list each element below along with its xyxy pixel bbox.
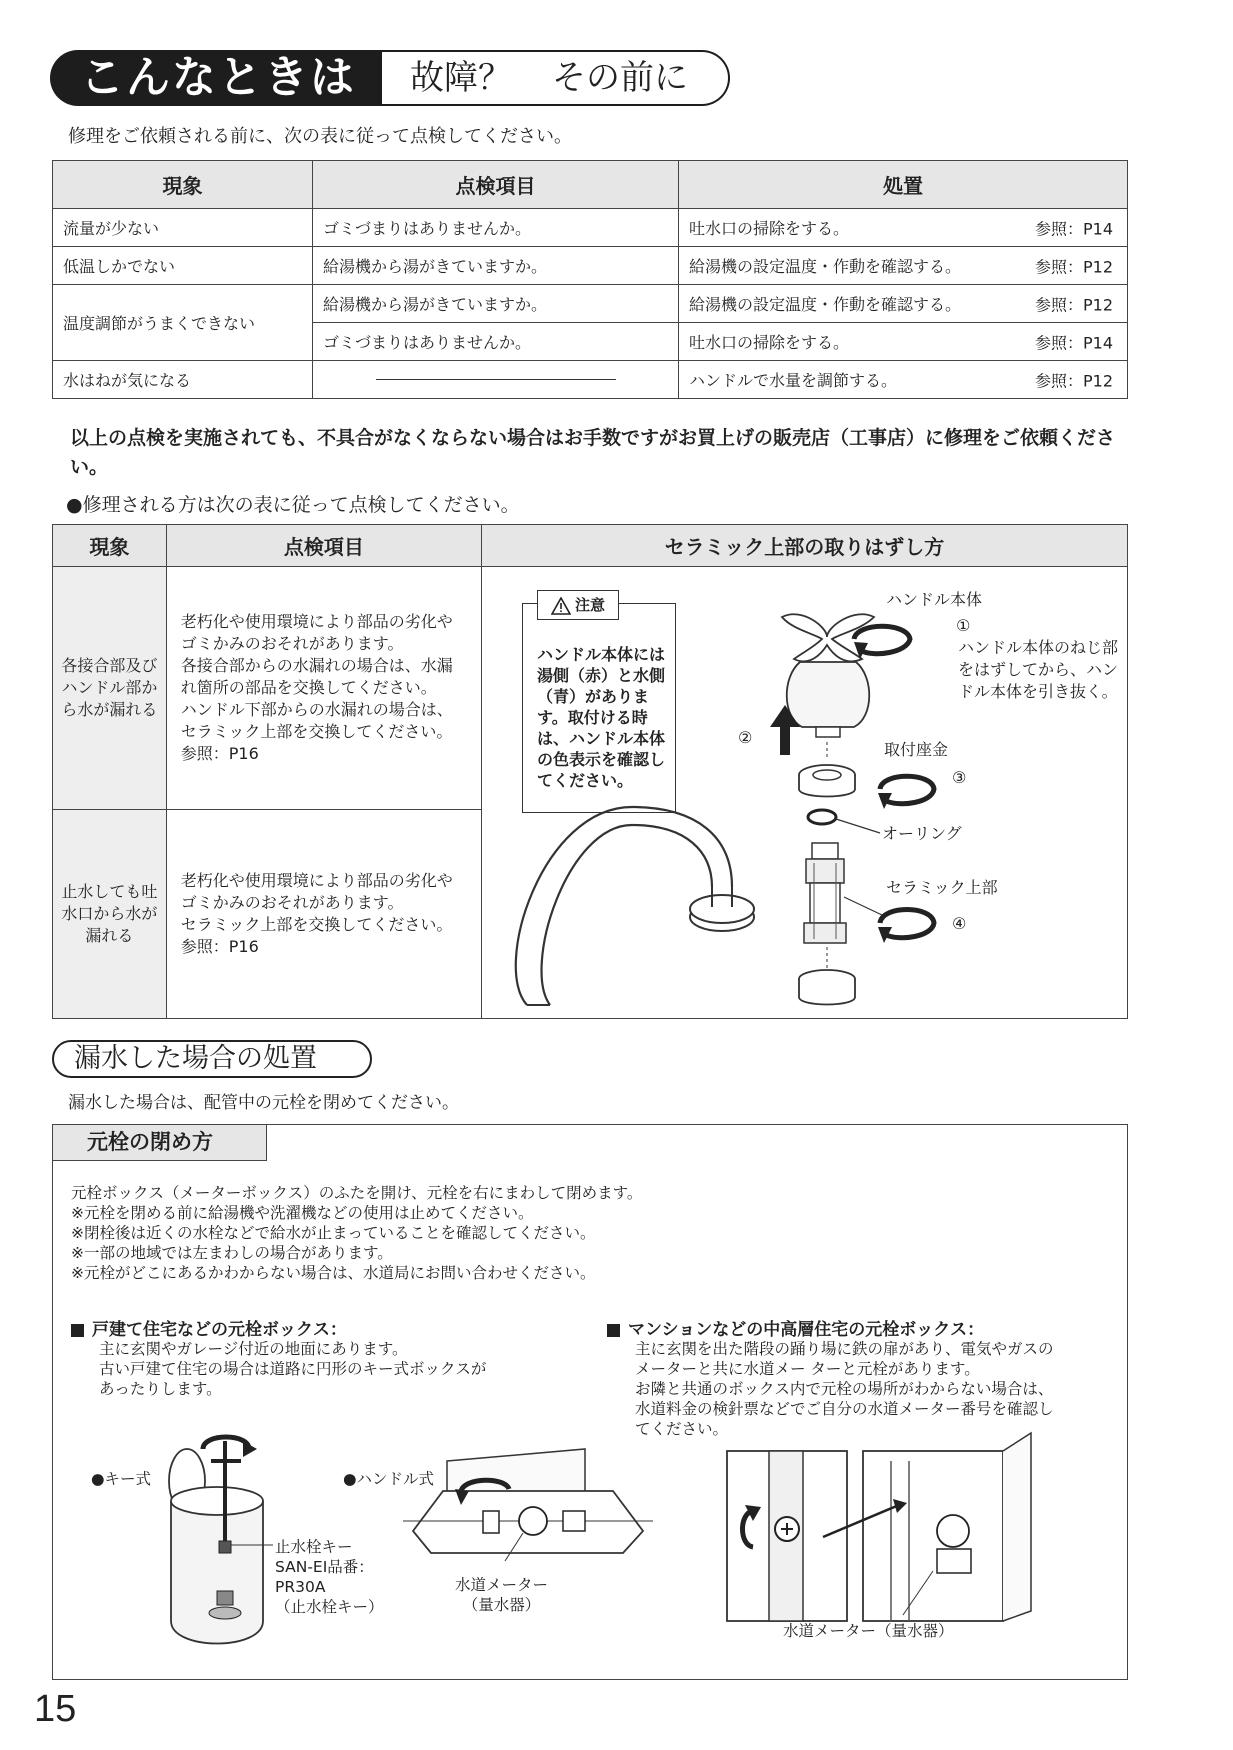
stopcock-key-line: PR30A: [275, 1578, 326, 1596]
table-header-row: [53, 161, 1128, 209]
dash-line: [376, 379, 616, 380]
check-line: 各接合部からの水漏れの場合は、水漏れ箇所の部品を交換してください。: [180, 656, 453, 698]
step-4-number: ④: [952, 914, 967, 933]
check-cell: 給湯機から湯がきていますか。: [313, 247, 679, 285]
mansion-body-line: メーターと共に水道メー ターと元栓があります。: [635, 1360, 980, 1378]
o-ring-label: オーリング: [882, 824, 962, 843]
action-cell: [679, 323, 1128, 361]
section-title: 漏水した場合の処置: [52, 1040, 372, 1078]
column-header: 点検項目: [166, 525, 481, 567]
square-bullet-icon: [607, 1324, 620, 1337]
symptom-cell: 温度調節がうまくできない: [53, 285, 313, 361]
rotate-arrow-3: [878, 776, 934, 809]
ceramic-cartridge-drawing: [804, 843, 846, 943]
table-row: [53, 247, 1128, 285]
mounting-seat-drawing: [799, 765, 855, 797]
check-cell: ゴミづまりはありませんか。: [313, 209, 679, 247]
mansion-box-drawing: [727, 1433, 1031, 1621]
house-meter-label: [455, 1575, 548, 1615]
instruction-line: 元栓ボックス（メーターボックス）のふたを開け、元栓を右にまわして閉めます。: [71, 1184, 643, 1202]
action-text: ハンドルで水量を調節する。: [689, 371, 898, 390]
reference-text: 参照：P14: [1034, 333, 1113, 352]
action-cell: [679, 247, 1128, 285]
rotate-arrow-4: [878, 910, 934, 944]
header-title: こんなときは: [50, 50, 382, 106]
step-1-number: ①: [956, 616, 971, 635]
box-title: 元栓の閉め方: [53, 1125, 267, 1161]
handle-body-label: ハンドル本体: [886, 590, 983, 609]
disassembly-figure: [482, 567, 1128, 1019]
instruction-line: ※元栓がどこにあるかわからない場合は、水道局にお問い合わせください。: [71, 1264, 596, 1282]
house-meter-line: （量水器）: [462, 1596, 541, 1614]
column-header: 点検項目: [313, 161, 679, 209]
mansion-body-line: お隣と共通のボックス内で元栓の場所がわからない場合は、: [635, 1380, 1054, 1398]
o-ring-drawing: [808, 810, 836, 824]
intro-text: 修理をご依頼される前に、次の表に従って点検してください。: [68, 126, 572, 147]
column-header: 現象: [53, 161, 313, 209]
step-1-text: ハンドル本体のねじ部をはずしてから、ハンドル本体を引き抜く。: [958, 638, 1119, 701]
action-text: 吐水口の掃除をする。: [689, 333, 850, 352]
table-row: [53, 361, 1128, 399]
table-row: [53, 285, 1128, 323]
square-bullet-icon: [71, 1324, 84, 1337]
mansion-heading: [607, 1315, 984, 1340]
stopcock-key-label: [275, 1537, 384, 1617]
caution-text: ハンドル本体には湯側（赤）と水側（青）があります。取付ける時は、ハンドル本体の色表示を確認してください。: [537, 645, 666, 790]
reference-text: 参照：P16: [180, 937, 259, 957]
faucet-spout-drawing: [516, 807, 754, 1005]
reference-text: 参照：P12: [1034, 257, 1113, 276]
check-cell-empty: [313, 361, 679, 399]
check-cell: [166, 810, 481, 1019]
action-cell: [679, 285, 1128, 323]
instruction-line: ※一部の地域では左まわしの場合があります。: [71, 1244, 393, 1262]
caution-label: 注意: [574, 596, 605, 614]
base-fitting-drawing: [799, 947, 855, 1005]
action-cell: [679, 209, 1128, 247]
instruction-line: ※閉栓後は近くの水栓などで給水が止まっていることを確認してください。: [71, 1224, 596, 1242]
house-body-line: あったりします。: [99, 1380, 222, 1398]
instruction-line: ※元栓を閉める前に給湯機や洗濯機などの使用は止めてください。: [71, 1204, 534, 1222]
action-text: 吐水口の掃除をする。: [689, 219, 850, 238]
handle-type-label: ●ハンドル式: [343, 1470, 435, 1488]
header-subtitle: [382, 50, 730, 106]
table-row: [53, 567, 1128, 810]
mansion-body-line: 水道料金の検針票などでご自分の水道メーター番号を確認し: [635, 1400, 1054, 1418]
handle-type-box-drawing: [403, 1449, 653, 1561]
column-header: セラミック上部の取りはずし方: [482, 525, 1128, 567]
repair-table: [52, 524, 1128, 1019]
check-line: ハンドル下部からの水漏れの場合は、セラミック上部を交換してください。: [180, 700, 453, 742]
house-body-line: 主に玄関やガレージ付近の地面にあります。: [99, 1340, 408, 1358]
reference-text: 参照：P12: [1034, 295, 1113, 314]
header-subtitle-2: その前に: [552, 58, 688, 98]
step-3-number: ③: [952, 768, 967, 787]
action-text: 給湯機の設定温度・作動を確認する。: [689, 295, 962, 314]
table-header-row: [53, 525, 1128, 567]
check-line: 老朽化や使用環境により部品の劣化やゴミかみのおそれがあります。: [180, 612, 453, 654]
troubleshooting-table: [52, 160, 1128, 399]
symptom-cell: 各接合部及びハンドル部から水が漏れる: [53, 567, 167, 810]
check-line: 老朽化や使用環境により部品の劣化やゴミかみのおそれがあります。: [180, 871, 453, 913]
header-subtitle-1: 故障？: [410, 58, 512, 98]
column-header: 現象: [53, 525, 167, 567]
dealer-note: 以上の点検を実施されても、不具合がなくならない場合はお手数ですがお買上げの販売店（工事店）に修理をご依頼ください。: [70, 427, 1116, 478]
step-2-number: ②: [738, 728, 753, 747]
mansion-heading-text: マンションなどの中高層住宅の元栓ボックス：: [628, 1320, 985, 1340]
ceramic-top-label: セラミック上部: [886, 878, 998, 897]
stopcock-key-line: （止水栓キー）: [275, 1598, 384, 1616]
check-line: セラミック上部を交換してください。: [180, 915, 453, 935]
instruction-lines: [71, 1183, 642, 1283]
section-lead: 漏水した場合は、配管中の元栓を閉めてください。: [68, 1093, 459, 1113]
symptom-cell: 水はねが気になる: [53, 361, 313, 399]
column-header: 処置: [679, 161, 1128, 209]
house-heading: [71, 1315, 347, 1340]
check-cell: ゴミづまりはありませんか。: [313, 323, 679, 361]
reference-text: 参照：P12: [1034, 371, 1113, 390]
house-heading-text: 戸建て住宅などの元栓ボックス：: [92, 1320, 347, 1340]
page-header: [50, 50, 730, 106]
mansion-body-line: 主に玄関を出た階段の踊り場に鉄の扉があり、電気やガスの: [635, 1340, 1054, 1358]
check-cell: 給湯機から湯がきていますか。: [313, 285, 679, 323]
action-text: 給湯機の設定温度・作動を確認する。: [689, 257, 962, 276]
shutoff-valve-box: [52, 1124, 1128, 1680]
page-number: 15: [34, 1688, 77, 1730]
faucet-exploded-view: [482, 567, 1127, 1018]
action-cell: [679, 361, 1128, 399]
repair-note: ●修理される方は次の表に従って点検してください。: [66, 494, 520, 516]
reference-text: 参照：P14: [1034, 219, 1113, 238]
mounting-seat-label: 取付座金: [884, 740, 949, 759]
symptom-cell: 低温しかでない: [53, 247, 313, 285]
house-meter-line: 水道メーター: [455, 1576, 549, 1594]
mansion-body-line: てください。: [635, 1420, 729, 1438]
rotate-arrow-1: [854, 626, 910, 659]
reference-text: 参照：P16: [180, 744, 259, 764]
mansion-meter-label: 水道メーター（量水器）: [783, 1622, 954, 1640]
table-row: [53, 209, 1128, 247]
symptom-cell: 止水しても吐水口から水が漏れる: [53, 810, 167, 1019]
house-body-line: 古い戸建て住宅の場合は道路に円形のキー式ボックスが: [99, 1360, 487, 1378]
house-body: [99, 1339, 486, 1399]
key-type-label: ●キー式: [91, 1470, 152, 1488]
key-type-box-drawing: [169, 1437, 273, 1644]
shutoff-illustrations: [53, 1421, 1123, 1671]
stopcock-key-line: 止水栓キー: [275, 1538, 353, 1556]
check-cell: [166, 567, 481, 810]
symptom-cell: 流量が少ない: [53, 209, 313, 247]
stopcock-key-line: SAN-EI品番：: [275, 1558, 374, 1576]
